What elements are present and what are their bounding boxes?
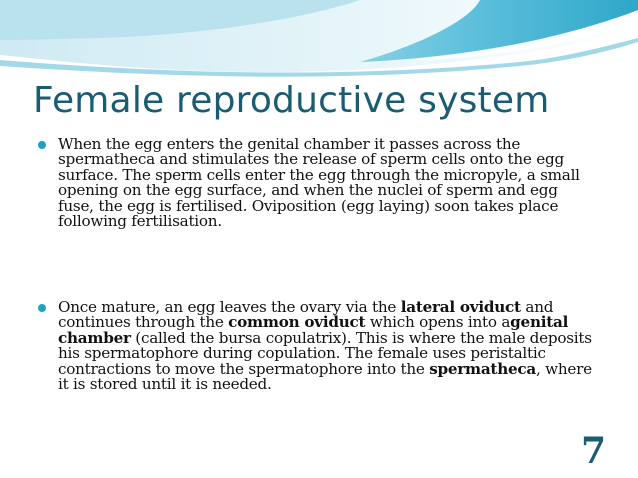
bold-term-spermatheca: spermatheca xyxy=(429,359,536,378)
bullet-item-fertilisation xyxy=(38,137,594,229)
slide-number: 7 xyxy=(580,430,606,472)
bold-term-genital-chamber: genital chamber xyxy=(58,313,569,347)
bold-term-lateral-oviduct: lateral oviduct xyxy=(400,298,521,316)
bullet-dot-icon xyxy=(38,141,46,149)
slide-title: Female reproductive system xyxy=(33,80,550,121)
text-run: , where it is stored until it is needed. xyxy=(58,359,592,394)
text-run: Once mature, an egg leaves the ovary via the xyxy=(58,298,401,316)
bullet-item-oviduct xyxy=(38,300,594,392)
text-run: (called the bursa copulatrix). This is where the male deposits his spermatophore during copulation. The female uses peristaltic contractions to move the spermatophore into the xyxy=(58,328,592,378)
bullet-text xyxy=(58,300,594,392)
text-run: and continues through the xyxy=(58,298,554,332)
bullet-dot-icon xyxy=(38,304,46,312)
bullet-text: When the egg enters the genital chamber it passes across the spermatheca and stimulates the release of sperm cells onto the egg surface. The sperm cells enter the egg through the micropyle, a small opening on the egg surface, and when the nuclei of sperm and egg fuse, the egg is fertilised. Oviposition (egg laying) soon takes place following fertilisation. xyxy=(58,135,580,231)
header-wave-decoration xyxy=(0,0,638,80)
bold-term-common-oviduct: common oviduct xyxy=(228,313,366,332)
text-run: which opens into a xyxy=(365,313,511,332)
